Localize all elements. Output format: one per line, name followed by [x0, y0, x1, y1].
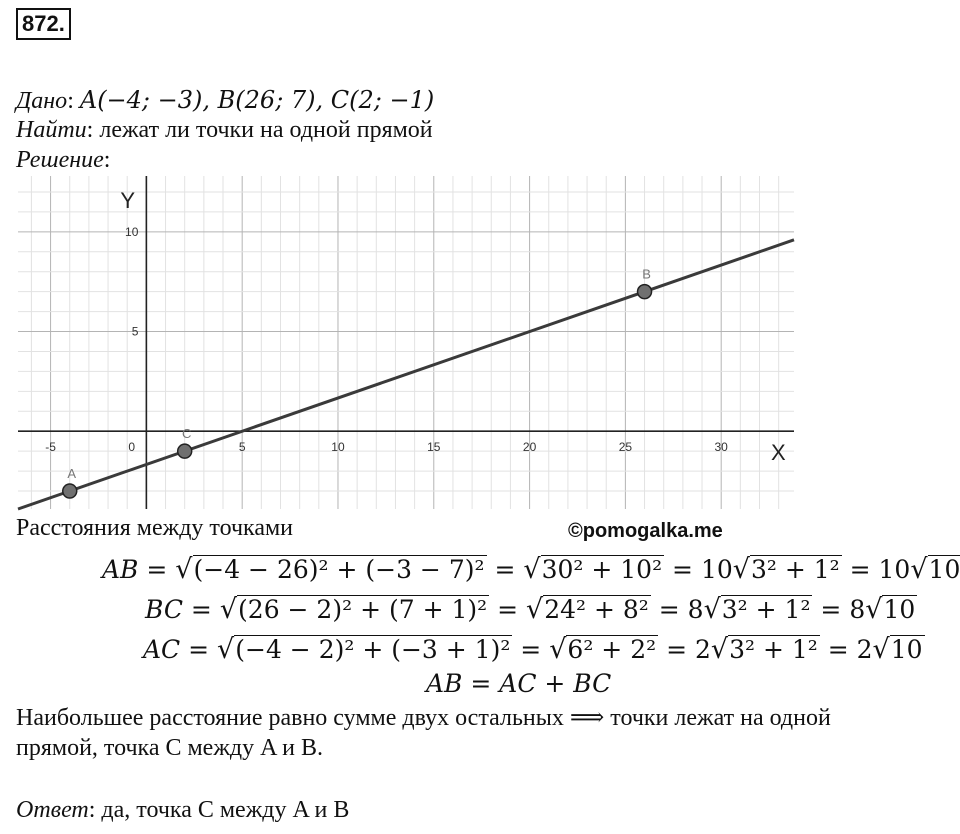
line-ab	[18, 240, 794, 509]
eq-sum-text: AB = AC + BC	[426, 669, 612, 698]
eq-coef: 8	[849, 595, 866, 624]
point-b	[638, 285, 652, 299]
eq-coef: 2	[694, 635, 711, 664]
x-tick-label: 5	[238, 440, 246, 455]
given-label: Дано	[16, 88, 68, 114]
eq-coef: 10	[700, 555, 733, 584]
distances-heading: Расстояния между точками	[16, 515, 294, 541]
given-line: Дано: A(−4; −3), B(26; 7), C(2; −1)	[16, 86, 435, 114]
equation-sum	[426, 669, 611, 699]
solution-line: Решение:	[16, 147, 111, 173]
eq-coef: 8	[687, 595, 704, 624]
point-label-c: C	[182, 426, 192, 442]
x-tick-label: 15	[427, 440, 441, 455]
y-axis-label: Y	[120, 188, 136, 213]
eq-radicand: (26 − 2)² + (7 + 1)²	[238, 595, 488, 624]
x-tick-label: 10	[331, 440, 345, 455]
eq-radicand: 10	[928, 555, 960, 583]
eq-radicand: 3² + 1²	[729, 635, 818, 664]
eq-radicand: (−4 − 2)² + (−3 + 1)²	[235, 635, 511, 664]
solution-label: Решение	[16, 147, 104, 173]
eq-lhs: BC	[145, 595, 183, 624]
y-tick-label: 5	[131, 324, 139, 339]
watermark: ©pomogalka.me	[568, 520, 723, 542]
given-text: A(−4; −3), B(26; 7), C(2; −1)	[79, 86, 435, 114]
x-tick-label: -5	[45, 440, 56, 455]
eq-radicand: 3² + 1²	[721, 595, 811, 624]
point-a	[63, 484, 77, 498]
eq-coef: 2	[856, 635, 873, 664]
eq-radicand: 30² + 10²	[541, 555, 663, 584]
eq-lhs: AB	[102, 555, 139, 584]
eq-radicand: 10	[883, 595, 916, 624]
find-text: лежат ли точки на одной прямой	[99, 117, 433, 143]
find-line: Найти: лежат ли точки на одной прямой	[16, 117, 433, 143]
x-tick-label: 25	[618, 440, 633, 455]
point-label-b: B	[642, 266, 651, 282]
answer-label: Ответ	[16, 797, 89, 823]
eq-coef: 10	[878, 555, 911, 584]
find-label: Найти	[16, 117, 87, 143]
equation-ac: AC = √(−4 − 2)² + (−3 + 1)² = √6² + 2² = 2√3² + 1² = 2√10	[143, 634, 923, 665]
eq-radicand: 6² + 2²	[567, 635, 657, 664]
eq-radicand: 24² + 8²	[544, 595, 649, 624]
point-label-a: A	[67, 466, 77, 482]
answer-text: да, точка C между A и B	[101, 797, 350, 823]
answer-line: Ответ: да, точка C между A и B	[16, 797, 350, 823]
x-tick-label: 0	[128, 440, 136, 455]
point-c	[178, 444, 192, 458]
equation-bc: BC = √(26 − 2)² + (7 + 1)² = √24² + 8² = 8√3² + 1² = 8√10	[145, 594, 916, 625]
eq-lhs: AC	[143, 635, 181, 664]
eq-radicand: 3² + 1²	[750, 555, 840, 584]
x-tick-label: 20	[522, 440, 537, 455]
x-axis-label: X	[771, 440, 786, 466]
x-tick-label: 30	[714, 440, 728, 455]
eq-radicand: 10	[890, 635, 923, 664]
conclusion-line-1: Наибольшее расстояние равно сумме двух остальных ⟹ точки лежат на одной	[16, 705, 831, 731]
y-tick-label: 10	[125, 224, 139, 239]
conclusion-line-2: прямой, точка C между A и B.	[16, 735, 323, 761]
problem-number: 872.	[16, 8, 71, 40]
line-ab-path	[18, 240, 794, 509]
equation-ab: AB = √(−4 − 26)² + (−3 − 7)² = √30² + 10² = 10√3² + 1² = 10√10	[102, 553, 960, 585]
eq-radicand: (−4 − 26)² + (−3 − 7)²	[193, 555, 485, 584]
